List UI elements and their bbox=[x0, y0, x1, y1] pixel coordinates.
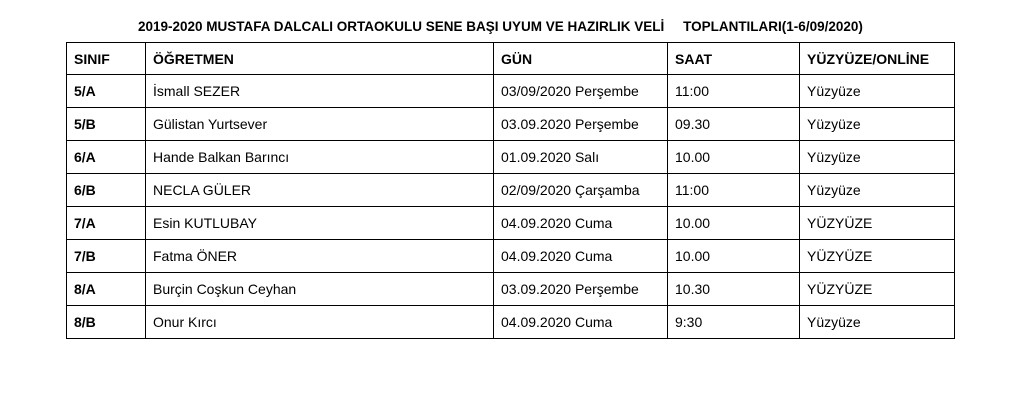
table-row bbox=[67, 174, 955, 207]
time-cell: 10.30 bbox=[668, 273, 800, 306]
teacher-cell: NECLA GÜLER bbox=[146, 174, 494, 207]
class-cell: 8/A bbox=[67, 273, 146, 306]
class-cell: 5/B bbox=[67, 108, 146, 141]
table-row bbox=[67, 207, 955, 240]
teacher-cell: Gülistan Yurtsever bbox=[146, 108, 494, 141]
header-mode: YÜZYÜZE/ONLİNE bbox=[800, 43, 955, 75]
meeting-schedule-table bbox=[66, 42, 955, 339]
day-cell: 03.09.2020 Perşembe bbox=[494, 273, 668, 306]
day-cell: 04.09.2020 Cuma bbox=[494, 207, 668, 240]
page-title: 2019-2020 MUSTAFA DALCALI ORTAOKULU SENE BAŞI UYUM VE HAZIRLIK VELİ TOPLANTILARI(1-6/09/2020) bbox=[138, 19, 863, 34]
day-cell: 04.09.2020 Cuma bbox=[494, 306, 668, 339]
time-cell: 11:00 bbox=[668, 174, 800, 207]
mode-cell: YÜZYÜZE bbox=[800, 240, 955, 273]
header-row bbox=[67, 43, 955, 75]
header-time: SAAT bbox=[668, 43, 800, 75]
table-row bbox=[67, 108, 955, 141]
mode-cell: Yüzyüze bbox=[800, 75, 955, 108]
class-cell: 5/A bbox=[67, 75, 146, 108]
day-cell: 03.09.2020 Perşembe bbox=[494, 108, 668, 141]
mode-cell: YÜZYÜZE bbox=[800, 207, 955, 240]
class-cell: 7/A bbox=[67, 207, 146, 240]
class-cell: 8/B bbox=[67, 306, 146, 339]
teacher-cell: Hande Balkan Barıncı bbox=[146, 141, 494, 174]
mode-cell: Yüzyüze bbox=[800, 141, 955, 174]
header-teacher: ÖĞRETMEN bbox=[146, 43, 494, 75]
header-day: GÜN bbox=[494, 43, 668, 75]
time-cell: 11:00 bbox=[668, 75, 800, 108]
teacher-cell: Esin KUTLUBAY bbox=[146, 207, 494, 240]
mode-cell: YÜZYÜZE bbox=[800, 273, 955, 306]
mode-cell: Yüzyüze bbox=[800, 108, 955, 141]
day-cell: 03/09/2020 Perşembe bbox=[494, 75, 668, 108]
class-cell: 6/A bbox=[67, 141, 146, 174]
time-cell: 09.30 bbox=[668, 108, 800, 141]
teacher-cell: Fatma ÖNER bbox=[146, 240, 494, 273]
table-row bbox=[67, 141, 955, 174]
teacher-cell: İsmall SEZER bbox=[146, 75, 494, 108]
teacher-cell: Burçin Coşkun Ceyhan bbox=[146, 273, 494, 306]
day-cell: 02/09/2020 Çarşamba bbox=[494, 174, 668, 207]
teacher-cell: Onur Kırcı bbox=[146, 306, 494, 339]
time-cell: 10.00 bbox=[668, 207, 800, 240]
table-row bbox=[67, 306, 955, 339]
table-row bbox=[67, 273, 955, 306]
class-cell: 7/B bbox=[67, 240, 146, 273]
mode-cell: Yüzyüze bbox=[800, 174, 955, 207]
table-header bbox=[67, 43, 955, 75]
table-body bbox=[67, 75, 955, 339]
header-class: SINIF bbox=[67, 43, 146, 75]
time-cell: 9:30 bbox=[668, 306, 800, 339]
class-cell: 6/B bbox=[67, 174, 146, 207]
mode-cell: Yüzyüze bbox=[800, 306, 955, 339]
day-cell: 04.09.2020 Cuma bbox=[494, 240, 668, 273]
time-cell: 10.00 bbox=[668, 240, 800, 273]
day-cell: 01.09.2020 Salı bbox=[494, 141, 668, 174]
table-row bbox=[67, 240, 955, 273]
table-row bbox=[67, 75, 955, 108]
time-cell: 10.00 bbox=[668, 141, 800, 174]
